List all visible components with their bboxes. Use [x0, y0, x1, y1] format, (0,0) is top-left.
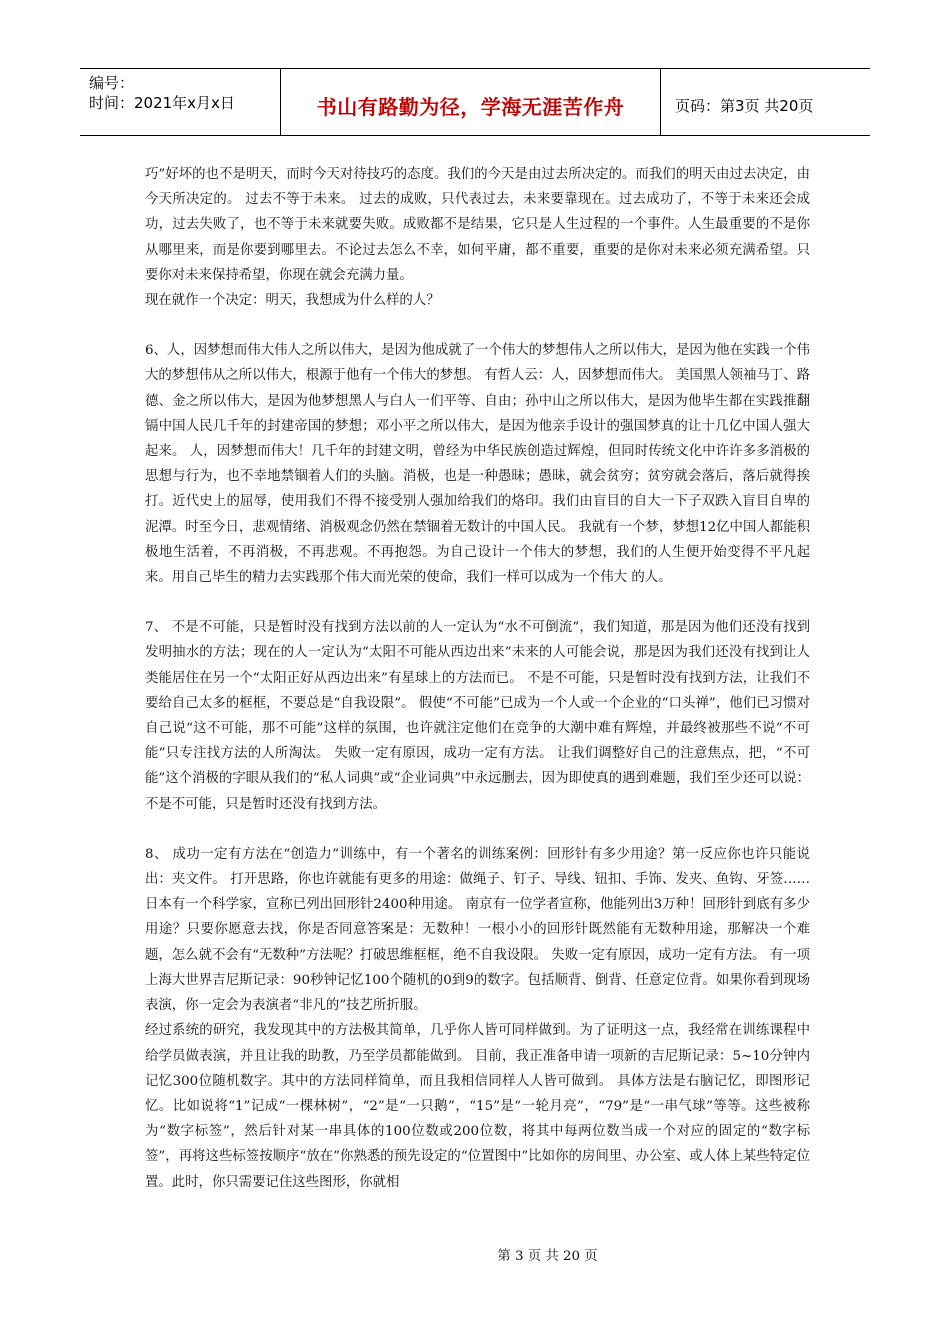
page-header — [80, 68, 870, 136]
document-time-label: 时间：2021年x月x日 — [89, 94, 235, 112]
body-paragraph: 现在就作一个决定：明天，我想成为什么样的人？ — [145, 293, 440, 309]
body-paragraph: 7、 不是不可能，只是暂时没有找到方法以前的人一定认为“水不可倒流”，我们知道，那是因为他们还没有找到发明抽水的方法；现在的人一定认为“太阳不可能从西边出来”未来的人可能会说，那是因为我们还没有找到让人类能居住在另一个“太阳正好从西边出来”有星球上的方法而已。 不是不可能，只是暂时没有找到方法，让我们不要给自己太多的框框，不要总是“自我设限”。 假使“不可能”已成为一个人或一个企业的“口头禅”，他们已习惯对自己说“这不可能，那不可能”这样的氛围，也许就注定他们在竞争的大潮中难有辉煌，并最终被那些不说“不可能”只专注找方法的人所淘汰。 失败一定有原因，成功一定有方法。 让我们调整好自己的注意焦点，把，“不可能”这个消极的字眼从我们的“私人词典”或“企业词典”中永远删去，因为即使真的遇到难题，我们至少还可以说：不是不可能，只是暂时还没有找到方法。 — [145, 620, 810, 812]
body-paragraph: 巧”好坏的也不是明天，而时今天对待技巧的态度。我们的今天是由过去所决定的。而我们的明天由过去决定，由今天所决定的。 过去不等于未来。 过去的成败，只代表过去，未来要靠现在。过去成功了，不等于未来还会成功，过去失败了，也不等于未来就要失败。成败都不是结果，它只是人生过程的一个事件。人生最重要的不是你从哪里来，而是你要到哪里去。不论过去怎么不幸，如何平庸，都不重要，重要的是你对未来必须充满希望。只要你对未来保持希望，你现在就会充满力量。 — [145, 167, 810, 283]
body-paragraph: 经过系统的研究，我发现其中的方法极其简单，几乎你人皆可同样做到。为了证明这一点，我经常在训练课程中给学员做表演，并且让我的助教，乃至学员都能做到。 目前，我正准备申请一项新的吉尼斯记录：5~10分钟内记忆300位随机数字。其中的方法同样简单，而且我相信同样人人皆可做到。 具体方法是右脑记忆，即图形记忆。比如说将“1”记成“一棵林树”，“2”是“一只鹅”，“15”是“一轮月亮”，“79”是“一串气球”等等。这些被称为“数字标签”，然后针对某一串具体的100位数或200位数，将其中每两位数当成一个对应的固定的“数字标签”，再将这些标签按顺序“放在”你熟悉的预先设定的“位置图中”比如你的房间里、办公室、或人体上某些特定位置。此时，你只需要记住这些图形，你就相 — [145, 1023, 810, 1190]
document-number-label: 编号： — [89, 74, 135, 92]
body-paragraph: 6、人，因梦想而伟大伟人之所以伟大，是因为他成就了一个伟大的梦想伟人之所以伟大，是因为他在实践一个伟大的梦想伟从之所以伟大，根源于他有一个伟大的梦想。 有哲人云：人，因梦想而伟大。 美国黑人领袖马丁、路德、金之所以伟大，是因为他梦想黑人与白人一们平等、自由；孙中山之所以伟大，是因为他毕生都在实践推翻镉中国人民几千年的封建帝国的梦想；邓小平之所以伟大，是因为他亲手设计的强国梦真的让十几亿中国人强大起来。 人，因梦想而伟大！几千年的封建文明，曾经为中华民族创造过辉煌，但同时传统文化中许许多多消极的思想与行为，也不幸地禁锢着人们的头脑。消极，也是一种愚昧；愚昧，就会贫穷；贫穷就会落后，落后就得挨打。近代史上的屈辱，使用我们不得不接受别人强加给我们的烙印。我们由盲目的自大一下子双跌入盲目自卑的泥潭。时至今日，悲观情绪、消极观念仍然在禁锢着无数计的中国人民。 我就有一个梦，梦想12亿中国人都能积极地生活着，不再消极，不再悲观。不再抱怨。为自己设计一个伟大的梦想，我们的人生便开始变得不平凡起来。用自己毕生的精力去实践那个伟大而光荣的使命，我们一样可以成为一个伟大 的人。 — [145, 343, 810, 586]
header-page-info: 页码：第3页 共20页 — [675, 96, 814, 115]
header-motto: 书山有路勤为径，学海无涯苦作舟 — [281, 69, 661, 135]
page-footer: 第 3 页 共 20 页 — [497, 1249, 598, 1264]
header-meta — [80, 69, 281, 135]
body-paragraph: 8、 成功一定有方法在“创造力”训练中，有一个著名的训练案例：回形针有多少用途？第一反应你也许只能说出：夹文件。 打开思路，你也许就能有更多的用途：做绳子、钉子、导线、钮扣、手饰、发夹、鱼钩、牙签……日本有一个科学家，宣称已列出回形针2400种用途。 南京有一位学者宣称，他能列出3万种！回形针到底有多少用途？只要你愿意去找，你是否同意答案是：无数种！一根小小的回形针既然能有无数种用途，那解决一个难题，怎么就不会有“无数种”方法呢？打破思维框框，绝不自我设限。 失败一定有原因，成功一定有方法。 有一项上海大世界吉尼斯记录：90秒钟记忆100个随机的0到9的数字。包括顺背、倒背、任意定位背。如果你看到现场表演，你一定会为表演者“非凡的”技艺所折服。 — [145, 846, 810, 1014]
document-body — [145, 162, 810, 1195]
